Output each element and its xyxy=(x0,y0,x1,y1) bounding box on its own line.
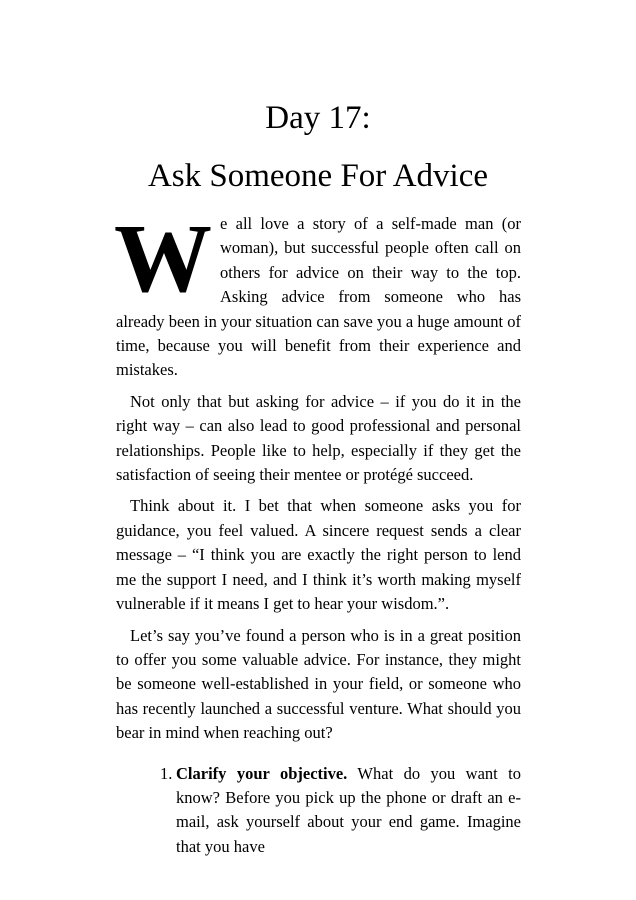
paragraph-reaching-out: Let’s say you’ve found a person who is in a great position to offer you some valuable advice. For instance, they might be someone well-established in your field, or someone who has recently launched a successful venture. What should you bear in mind when reaching out? xyxy=(116,625,521,743)
paragraph-intro-text: e all love a story of a self-made man (or woman), but successful people often call on others for advice on their way to the top. Asking advice from someone who has already been in your situation can save you a huge amount of time, because you will benefit from their experience and mistakes. xyxy=(116,214,521,380)
chapter-body xyxy=(114,205,521,859)
chapter-day-heading: Day 17: xyxy=(265,100,371,136)
list-item-text: What do you want to know? Before you pick up the phone or draft an e-mail, ask yourself about your end game. Imagine that you have xyxy=(176,763,521,856)
paragraph-think-about-it: Think about it. I bet that when someone asks you for guidance, you feel valued. A sincere request sends a clear message – “I think you are exactly the right person to lend me the support I need, and I think it’s worth making myself vulnerable if it means I get to hear your wisdom.”. xyxy=(116,496,521,614)
advice-steps-list xyxy=(116,762,521,860)
list-item-number: 1. xyxy=(160,763,173,783)
list-item-heading: Clarify your objective. xyxy=(176,763,348,783)
drop-cap-letter: W xyxy=(114,205,212,313)
chapter-title: Ask Someone For Advice xyxy=(147,158,489,194)
paragraph-intro xyxy=(114,205,521,383)
list-item xyxy=(116,762,521,860)
paragraph-relationships: Not only that but asking for advice – if you do it in the right way – can also lead to good professional and personal relationships. People like to help, especially if they get the satisfaction of seeing their mentee or protégé succeed. xyxy=(116,391,521,485)
